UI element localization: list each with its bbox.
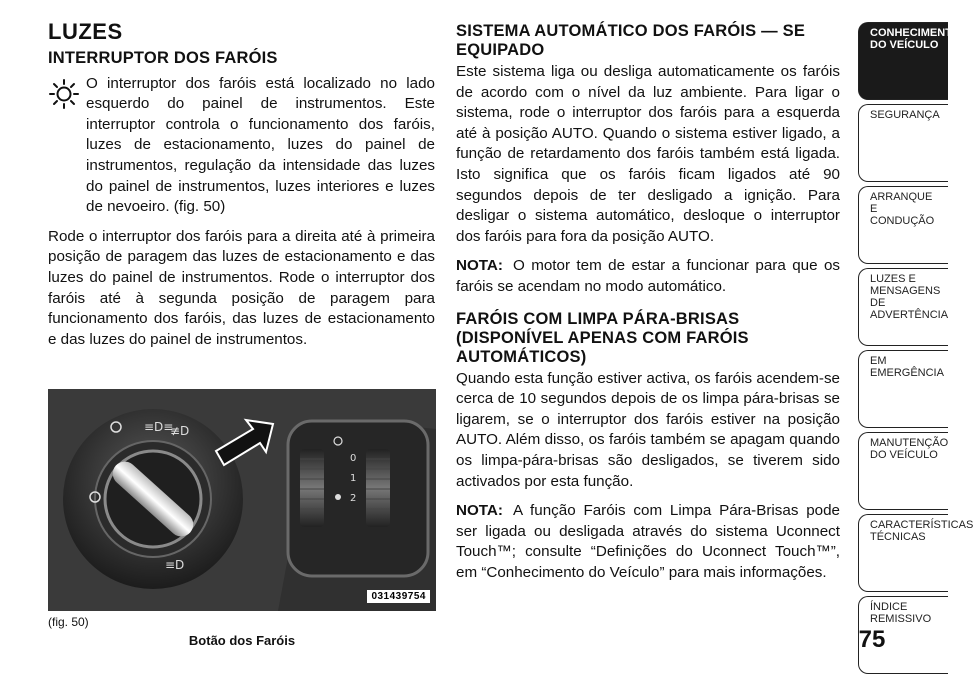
chapter-tabs bbox=[858, 22, 973, 678]
tab-manutencao-do-veiculo[interactable]: MANUTENÇÃO DO VEÍCULO bbox=[858, 432, 948, 510]
note-1 bbox=[456, 256, 840, 297]
left-column bbox=[48, 19, 435, 359]
page-number: 75 bbox=[858, 626, 886, 653]
note-1-label: NOTA: bbox=[456, 257, 503, 275]
note-2-label: NOTA: bbox=[456, 502, 503, 520]
headlamp-switch-illustration bbox=[48, 389, 436, 611]
note-2-text: A função Faróis com Limpa Pára-Brisas pode ser ligada ou desligada através do sistema Uconnect Touch™; consulte “Definições do Uconnect Touch™”, em “Conhecimento do Veículo” para mais informações. bbox=[456, 502, 840, 581]
light-bulb-icon bbox=[48, 78, 80, 110]
svg-text:≢D: ≢D bbox=[170, 424, 190, 438]
paragraph-1: O interruptor dos faróis está localizado no lado esquerdo do painel de instrumentos. Este interruptor controla o funcionamento dos faróis, luzes de estacionamento, luzes do painel de instrumentos, regulação da intensidade das luzes do painel de instrumentos, luzes interiores e luzes de nevoeiro. (fig. 50) bbox=[86, 74, 435, 216]
tab-arranque-e-conducao[interactable]: ARRANQUE E CONDUÇÃO bbox=[858, 186, 948, 264]
headlamp-paragraph bbox=[48, 74, 435, 218]
wiper-headlamps-title: FARÓIS COM LIMPA PÁRA-BRISAS (DISPONÍVEL APENAS COM FARÓIS AUTOMÁTICOS) bbox=[456, 309, 749, 366]
dial-label-0: 0 bbox=[350, 453, 357, 464]
tab-luzes-e-mensagens[interactable]: LUZES E MENSAGENS DE ADVERTÊNCIA bbox=[858, 268, 948, 346]
tab-indice-remissivo[interactable]: ÍNDICE REMISSIVO bbox=[858, 596, 948, 674]
tab-seguranca[interactable]: SEGURANÇA bbox=[858, 104, 948, 182]
subsection-title: INTERRUPTOR DOS FARÓIS bbox=[48, 48, 278, 67]
tab-em-emergencia[interactable]: EM EMERGÊNCIA bbox=[858, 350, 948, 428]
svg-text:≡D: ≡D bbox=[165, 558, 185, 572]
auto-headlamps-paragraph: Este sistema liga ou desliga automaticamente os faróis de acordo com o nível da luz ambiente. Para ligar o sistema, rode o interruptor dos faróis para a esquerda até à posição AUTO. Quando o sistema estiver ligado, a função de retardamento dos faróis também está ligada. Isto significa que os faróis ficam ligados até 90 segundos depois de ter desligado a ignição. Para desligar o sistema automático, desloque o interruptor dos faróis para fora da posição AUTO. bbox=[456, 63, 840, 245]
figure-caption: Botão dos Faróis bbox=[188, 633, 296, 648]
headlamp-switch-photo bbox=[48, 389, 436, 611]
section-title: LUZES bbox=[48, 19, 123, 44]
dial-label-1: 1 bbox=[350, 473, 357, 484]
figure-reference: (fig. 50) bbox=[48, 615, 89, 629]
svg-text:≡D≡: ≡D≡ bbox=[144, 420, 174, 434]
right-column bbox=[456, 22, 840, 592]
note-1-text: O motor tem de estar a funcionar para que os faróis se acendam no modo automático. bbox=[456, 257, 840, 295]
note-2 bbox=[456, 501, 840, 583]
auto-headlamps-title: SISTEMA AUTOMÁTICO DOS FARÓIS — SE EQUIPADO bbox=[456, 22, 806, 59]
tab-caracteristicas-tecnicas[interactable]: CARACTERÍSTICAS TÉCNICAS bbox=[858, 514, 948, 592]
tab-conhecimento-do-veiculo[interactable]: CONHECIMENTO DO VEÍCULO bbox=[858, 22, 948, 100]
dial-label-2: 2 bbox=[350, 493, 357, 504]
figure-code: 031439754 bbox=[367, 590, 430, 603]
wiper-headlamps-paragraph: Quando esta função estiver activa, os faróis acendem-se cerca de 10 segundos depois de os limpa pára-brisas se ligarem, se o interruptor dos faróis estiver na posição AUTO. Além disso, os faróis também se apagam quando os limpa-pára-brisas são desligados, se tiverem sido activados por esta função. bbox=[456, 369, 840, 490]
paragraph-2: Rode o interruptor dos faróis para a direita até à primeira posição de paragem das luzes de estacionamento e das luzes do painel de instrumentos. Rode o interruptor dos faróis até à segunda posição de paragem para funcionamento dos faróis, das luzes de estacionamento e das luzes do painel de instrumentos. bbox=[48, 227, 435, 348]
